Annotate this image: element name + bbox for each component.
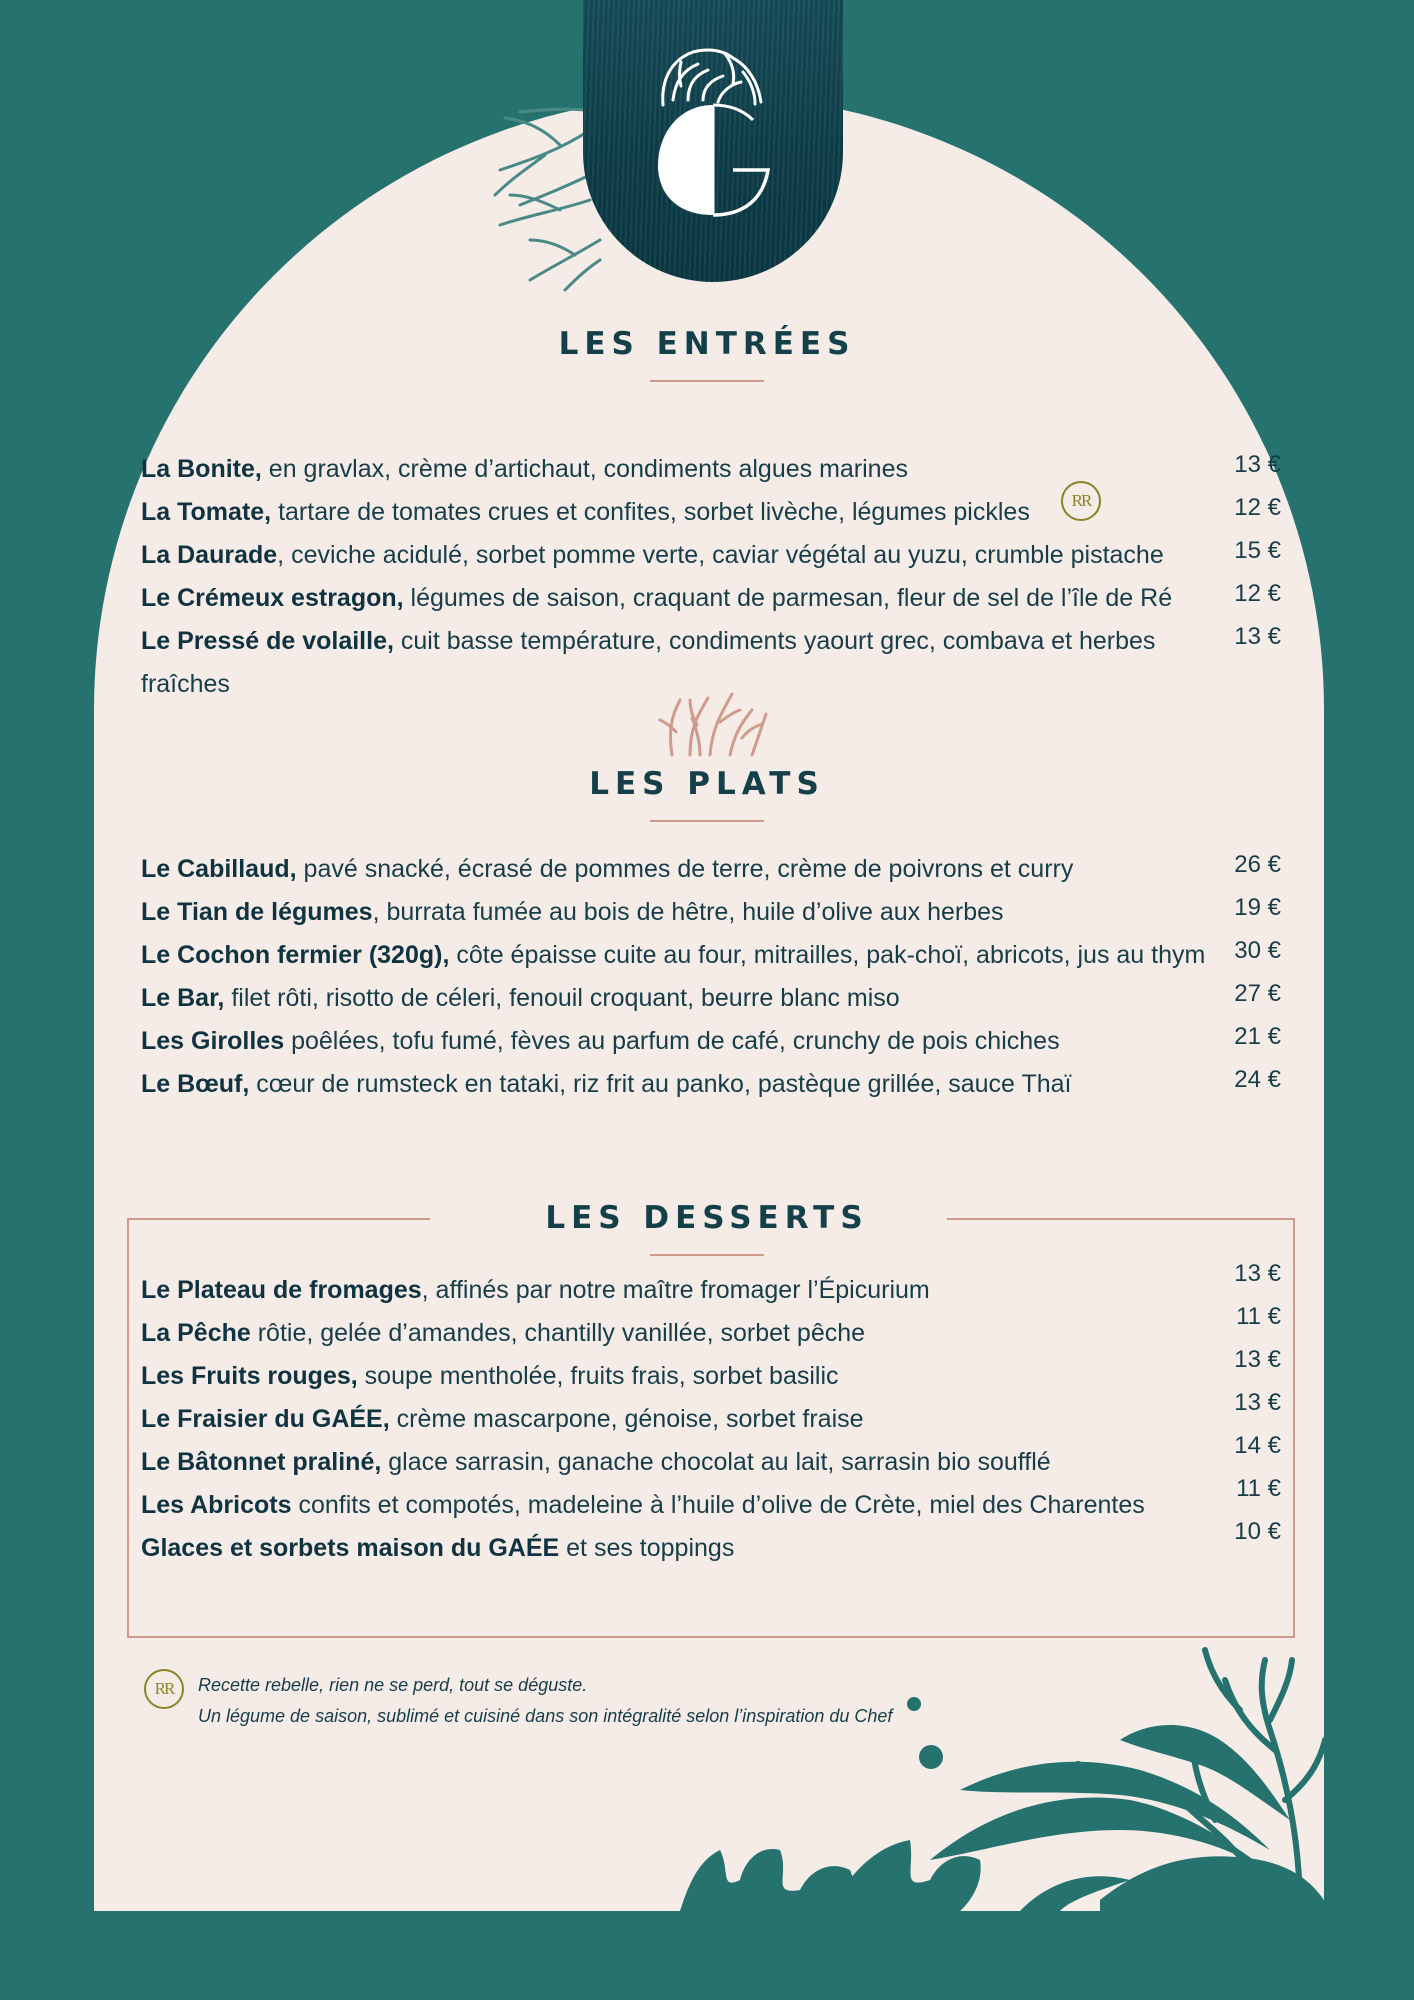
dish-price: 11 € — [1236, 1475, 1281, 1502]
dish-name: Le Tian de légumes — [141, 898, 373, 926]
menu-item — [141, 1518, 1281, 1570]
dish-price: 24 € — [1234, 1066, 1281, 1093]
dish-price: 14 € — [1234, 1432, 1281, 1459]
dish-name: La Tomate, — [141, 498, 272, 526]
section-underline — [650, 1254, 764, 1256]
dish-description: poêlées, tofu fumé, fèves au parfum de café, crunchy de pois chiches — [284, 1027, 1060, 1055]
menu-item — [141, 1389, 1281, 1441]
dish-name: Le Cabillaud, — [141, 855, 297, 883]
dish-price: 12 € — [1234, 580, 1281, 607]
dish-description: , affinés par notre maître fromager l’Épicurium — [421, 1276, 930, 1304]
dish-name: Le Cochon fermier (320g), — [141, 941, 450, 969]
menu-item — [141, 620, 1281, 706]
dish-name: La Daurade — [141, 541, 278, 569]
dish-name: Les Fruits rouges, — [141, 1362, 358, 1390]
logo-banner — [583, 0, 843, 282]
dish-description: tartare de tomates crues et confites, sorbet livèche, légumes pickles — [271, 498, 1030, 526]
menu-item — [141, 891, 1281, 934]
menu-item — [141, 977, 1281, 1020]
dish-price: 27 € — [1234, 980, 1281, 1007]
dish-price: 15 € — [1234, 537, 1281, 564]
menu-item — [141, 1063, 1281, 1106]
dish-description: légumes de saison, craquant de parmesan, fleur de sel de l’île de Ré — [403, 584, 1173, 612]
dish-description: rôtie, gelée d’amandes, chantilly vanillée, sorbet pêche — [250, 1319, 866, 1347]
dish-name: Le Fraisier du GAÉE, — [141, 1405, 390, 1433]
rebel-recipe-badge-icon: RR — [144, 1669, 184, 1709]
menu-item — [141, 848, 1281, 891]
dish-price: 13 € — [1234, 1346, 1281, 1373]
dish-description: et ses toppings — [559, 1534, 735, 1562]
rebel-recipe-badge-icon: RR — [1061, 481, 1101, 521]
dish-price: 13 € — [1234, 1260, 1281, 1287]
dish-name: Le Plateau de fromages — [141, 1276, 422, 1304]
menu-item — [141, 577, 1281, 620]
footnote-line: Recette rebelle, rien ne se perd, tout se déguste. — [198, 1675, 588, 1695]
dish-description: soupe mentholée, fruits frais, sorbet basilic — [357, 1362, 839, 1390]
dish-description: filet rôti, risotto de céleri, fenouil croquant, beurre blanc miso — [224, 984, 900, 1012]
dish-name: Le Pressé de volaille, — [141, 627, 394, 655]
dish-name: Le Bœuf, — [141, 1070, 250, 1098]
dish-description: pavé snacké, écrasé de pommes de terre, crème de poivrons et curry — [296, 855, 1074, 883]
dish-description: crème mascarpone, génoise, sorbet fraise — [389, 1405, 864, 1433]
dish-price: 30 € — [1234, 937, 1281, 964]
dish-name: Les Girolles — [141, 1027, 285, 1055]
menu-item — [141, 1346, 1281, 1398]
dish-price: 13 € — [1234, 451, 1281, 478]
dish-name: La Bonite, — [141, 455, 262, 483]
dish-description: , ceviche acidulé, sorbet pomme verte, caviar végétal au yuzu, crumble pistache — [277, 541, 1164, 569]
desserts-list — [141, 1260, 1281, 1570]
menu-item — [141, 1475, 1281, 1527]
dish-name: La Pêche — [141, 1319, 251, 1347]
menu-item — [141, 448, 1281, 491]
dish-price: 13 € — [1234, 623, 1281, 650]
menu-item — [141, 1260, 1281, 1312]
dish-description: cœur de rumsteck en tataki, riz frit au panko, pastèque grillée, sauce Thaï — [249, 1070, 1072, 1098]
menu-item — [141, 1303, 1281, 1355]
dish-price: 26 € — [1234, 851, 1281, 878]
entrees-list — [141, 448, 1281, 706]
dish-name: Glaces et sorbets maison du GAÉE — [141, 1534, 560, 1562]
menu-item — [141, 491, 1281, 534]
dish-price: 11 € — [1236, 1303, 1281, 1330]
dish-description: glace sarrasin, ganache chocolat au lait, sarrasin bio soufflé — [381, 1448, 1051, 1476]
menu-item — [141, 534, 1281, 577]
logo-icon — [583, 0, 843, 282]
dish-description: en gravlax, crème d’artichaut, condiments algues marines — [261, 455, 908, 483]
section-title-entrees: LES ENTRÉES — [558, 326, 856, 362]
dish-name: Le Bâtonnet praliné, — [141, 1448, 382, 1476]
footnote — [198, 1670, 892, 1732]
dish-description: , burrata fumée au bois de hêtre, huile d’olive aux herbes — [372, 898, 1004, 926]
dish-description: cuit basse température, condiments yaourt grec, combava et herbes fraîches — [141, 627, 1156, 698]
menu-item — [141, 934, 1281, 977]
footnote-line: Un légume de saison, sublimé et cuisiné dans son intégralité selon l’inspiration du Chef — [198, 1706, 893, 1726]
dish-price: 13 € — [1234, 1389, 1281, 1416]
dish-price: 21 € — [1234, 1023, 1281, 1050]
dish-description: côte épaisse cuite au four, mitrailles, pak-choï, abricots, jus au thym — [449, 941, 1206, 969]
dish-name: Le Bar, — [141, 984, 225, 1012]
dish-price: 12 € — [1234, 494, 1281, 521]
dish-name: Le Crémeux estragon, — [141, 584, 404, 612]
dish-price: 19 € — [1234, 894, 1281, 921]
section-underline — [650, 380, 764, 382]
menu-item — [141, 1432, 1281, 1484]
section-underline — [650, 820, 764, 822]
section-title-desserts: LES DESSERTS — [545, 1200, 869, 1236]
dish-description: confits et compotés, madeleine à l’huile d’olive de Crète, miel des Charentes — [291, 1491, 1145, 1519]
menu-item — [141, 1020, 1281, 1063]
section-title-plats: LES PLATS — [589, 766, 825, 802]
plats-list — [141, 848, 1281, 1106]
dish-price: 10 € — [1234, 1518, 1281, 1545]
dish-name: Les Abricots — [141, 1491, 292, 1519]
